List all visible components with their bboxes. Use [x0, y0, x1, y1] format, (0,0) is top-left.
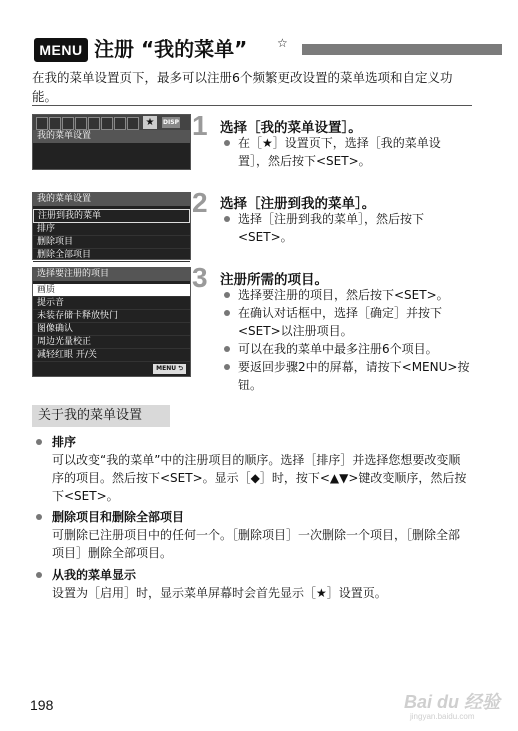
- star-tab-icon: ★: [143, 116, 157, 129]
- tab-icon: [88, 117, 100, 130]
- page-title: 注册 “我的菜单”: [94, 37, 248, 61]
- sub-text: 可删除已注册项目中的任何一个。［删除项目］一次删除一个项目，［删除全部项目］删除全部项目。: [52, 528, 461, 560]
- tab-icon: [127, 117, 139, 130]
- sub-title: 从我的菜单显示: [52, 568, 137, 582]
- step-number: 1: [192, 110, 208, 141]
- step-title: 选择［我的菜单设置］。: [220, 120, 362, 136]
- menu-item: 周边光量校正: [33, 336, 190, 349]
- bullet-icon: [224, 310, 230, 316]
- tab-icon: [36, 117, 48, 130]
- screen-heading: 我的菜单设置: [33, 193, 190, 206]
- tab-icon: [62, 117, 74, 130]
- menu-item: 画质: [33, 284, 190, 297]
- page-number: 198: [30, 697, 54, 713]
- bullet-icon: [224, 140, 230, 146]
- tab-icon: [101, 117, 113, 130]
- watermark: Bai du 经验: [404, 692, 501, 712]
- sub-title: 排序: [52, 435, 77, 449]
- screen-select-items: [32, 267, 191, 377]
- screen-heading: 我的菜单设置: [33, 130, 190, 143]
- screen-heading: 选择要注册的项目: [33, 268, 190, 281]
- menu-item: 未装存储卡释放快门: [33, 310, 190, 323]
- menu-item: 图像确认: [33, 323, 190, 336]
- tab-strip: [33, 115, 190, 130]
- step-title: 选择［注册到我的菜单］。: [220, 196, 376, 212]
- watermark-url: jingyan.baidu.com: [410, 712, 475, 721]
- screen-my-menu-tab: [32, 114, 191, 170]
- sub-text: 可以改变“我的菜单”中的注册项目的顺序。选择［排序］并选择您想要改变顺序的项目。然后按下<SET>。显示［◆］时，按下<▲▼>键改变顺序，然后按下<SET>。: [52, 453, 467, 503]
- menu-return-icon: MENU ⮌: [153, 364, 186, 374]
- bullet-icon: [224, 216, 230, 222]
- step-text: 要返回步骤2中的屏幕，请按下<MENU>按钮。: [238, 360, 470, 392]
- bullet-icon: [36, 514, 42, 520]
- menu-item: 删除全部项目: [33, 249, 190, 262]
- tab-icon: [114, 117, 126, 130]
- star-icon: ☆: [277, 36, 288, 50]
- divider: [32, 105, 472, 106]
- tab-icon: [75, 117, 87, 130]
- step-title: 注册所需的项目。: [220, 272, 328, 288]
- step-number: 2: [192, 187, 208, 218]
- sub-text: 设置为［启用］时，显示菜单屏幕时会首先显示［★］设置页。: [52, 586, 387, 600]
- intro-text: 在我的菜单设置页下，最多可以注册6个频繁更改设置的菜单选项和自定义功能。: [32, 70, 453, 104]
- step-text: 可以在我的菜单中最多注册6个项目。: [238, 342, 438, 356]
- disp-icon: DISP: [163, 119, 179, 126]
- step-text: 选择［注册到我的菜单］，然后按下<SET>。: [238, 212, 425, 244]
- tab-icon: [49, 117, 61, 130]
- section-heading: 关于我的菜单设置: [32, 405, 170, 427]
- sub-title: 删除项目和删除全部项目: [52, 510, 185, 524]
- menu-item: 删除项目: [33, 236, 190, 249]
- bullet-icon: [36, 572, 42, 578]
- step-text: 选择要注册的项目，然后按下<SET>。: [238, 288, 449, 302]
- bullet-icon: [224, 292, 230, 298]
- menu-badge: MENU: [34, 38, 88, 62]
- bullet-icon: [224, 364, 230, 370]
- screen-my-menu-settings: [32, 192, 191, 260]
- menu-item: 提示音: [33, 297, 190, 310]
- bullet-icon: [224, 346, 230, 352]
- step-number: 3: [192, 262, 208, 293]
- menu-item: 排序: [33, 223, 190, 236]
- title-row: [34, 36, 494, 62]
- title-bar: [302, 44, 502, 55]
- menu-item: 注册到我的菜单: [33, 209, 190, 223]
- step-text: 在［★］设置页下，选择［我的菜单设置］，然后按下<SET>。: [238, 136, 441, 168]
- bullet-icon: [36, 439, 42, 445]
- step-text: 在确认对话框中，选择［确定］并按下<SET>以注册项目。: [238, 306, 443, 338]
- menu-item: 减轻红眼 开/关: [33, 349, 190, 362]
